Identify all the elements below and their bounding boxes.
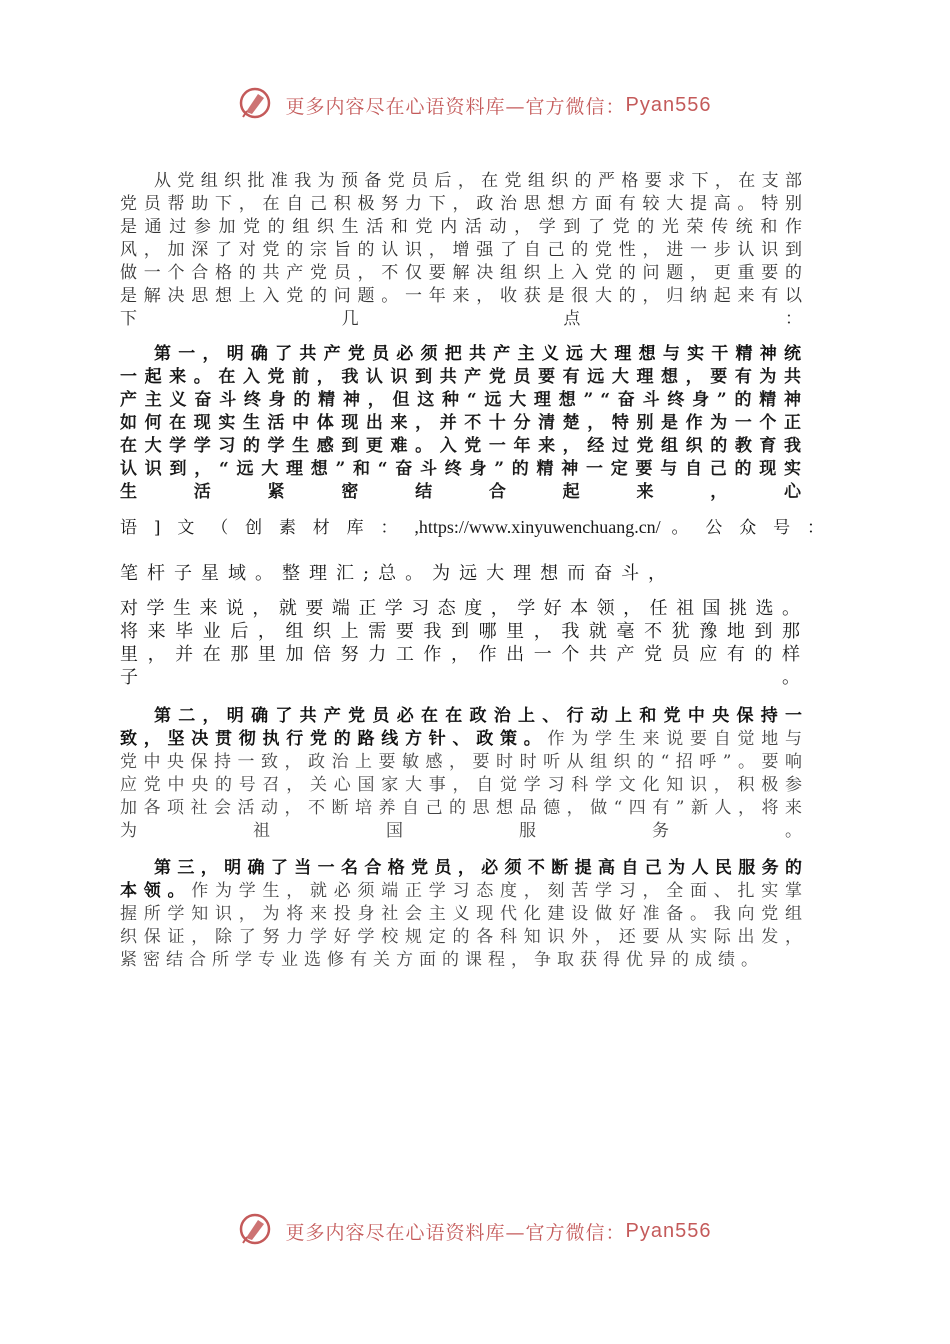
point-three-body: 作为学生，就必须端正学习态度，刻苦学习，全面、扎实掌握所学知识，为将来投身社会主义现代化建设做好准备。我向党组织保证，除了努力学好学校规定的各科知识外，还要从实际出发，紧密结合所学专业选修有关方面的课程，争取获得优异的成绩。	[120, 881, 808, 970]
point-one-body: 在入党前，我认识到共产党员要有远大理想，要有为共产主义奋斗终身的精神，但这种“远大理想”“奋斗终身”的精神如何在现实生活中体现出来，并不十分清楚，特别是作为一个正在大学学习的学生感到更难。入党一年来，经过党组织的教育我认识到，“远大理想”和“奋斗终身”的精神一定要与自己的现实生活紧密结合起来，心	[120, 367, 809, 502]
source-line	[120, 516, 830, 540]
point-one-tail: 对学生来说，就要端正学习态度，学好本领，任祖国挑选。将来毕业后，组织上需要我到哪里，我就毫不犹豫地到那里，并在那里加倍努力工作，作出一个共产党员应有的样子。	[120, 598, 808, 688]
point-one-paragraph	[120, 343, 808, 504]
header-banner	[0, 86, 950, 125]
source-url[interactable]: ,https://www.xinyuwenchuang.cn/	[414, 517, 661, 537]
banner-text: 更多内容尽在心语资料库—官方微信：	[285, 1222, 626, 1244]
wechat-account-line: 笔杆子星域。整理汇;总。为远大理想而奋斗，	[120, 563, 676, 584]
point-three-lead: 第三，明确了当一名合格党员，必须不断提高自己为人民服务的本领。	[120, 858, 808, 901]
point-one-lead: 第一，明确了共产党员必须把共产主义远大理想与实干精神统一起来。	[120, 344, 808, 387]
banner-text: 更多内容尽在心语资料库—官方微信：	[285, 96, 626, 118]
footer-banner	[0, 1212, 950, 1251]
pen-nib-logo-icon	[238, 86, 272, 125]
document-body	[120, 170, 830, 972]
point-two-body: 作为学生来说要自觉地与党中央保持一致，政治上要敏感，要时时听从组织的“招呼”。要响应党中央的号召，关心国家大事，自觉学习科学文化知识，积极参加各项社会活动，不断培养自己的思想品德，做“四有”新人，将来为祖国服务。	[120, 729, 808, 841]
intro-paragraph: 从党组织批准我为预备党员后，在党组织的严格要求下，在支部党员帮助下，在自己积极努力下，政治思想方面有较大提高。特别是通过参加党的组织生活和党内活动，学到了党的光荣传统和作风，加深了对党的宗旨的认识，增强了自己的党性，进一步认识到做一个合格的共产党员，不仅要解决组织上入党的问题，更重要的是解决思想上入党的问题。一年来，收获是很大的，归纳起来有以下几点：	[120, 171, 808, 329]
banner-wechat-id: Pyan556	[625, 94, 712, 116]
point-two-paragraph	[120, 705, 808, 843]
point-three-paragraph	[120, 857, 808, 972]
point-two-lead: 第二，明确了共产党员必在在政治上、行动上和党中央保持一致，坚决贯彻执行党的路线方针、政策。	[120, 706, 808, 749]
source-line-prefix: 语]文（创素材库：	[120, 518, 415, 538]
source-line-suffix: 。公众号：	[660, 518, 830, 538]
pen-nib-logo-icon	[238, 1212, 272, 1251]
banner-wechat-id: Pyan556	[625, 1220, 712, 1242]
